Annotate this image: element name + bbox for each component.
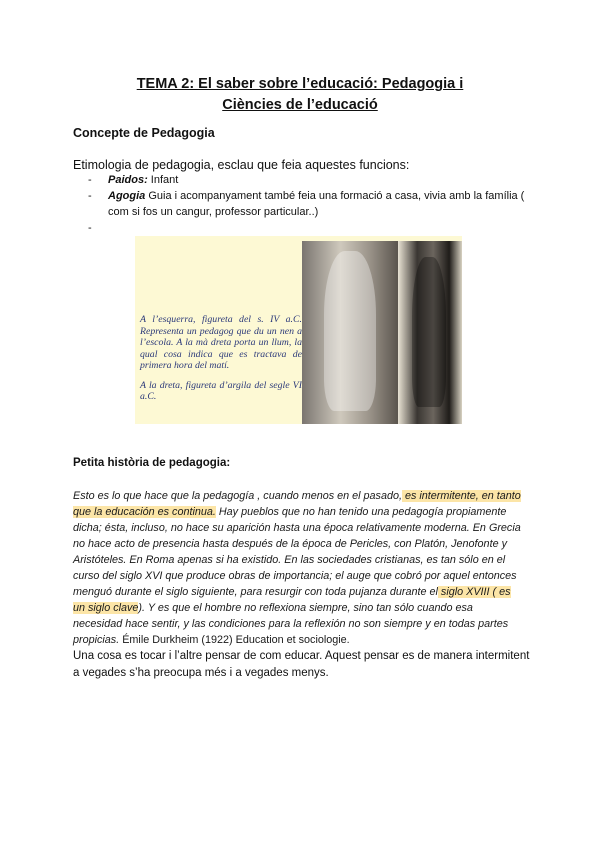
- statuette-photo-right: [398, 241, 462, 424]
- list-text: Infant: [147, 174, 179, 186]
- etymology-list: [88, 172, 538, 220]
- caption-right: A la dreta, figureta d’argila del segle VI a.C.: [140, 379, 302, 402]
- statuette-photo-left: [302, 241, 398, 424]
- durkheim-quote: [73, 488, 523, 648]
- figure-caption: [140, 314, 302, 411]
- quote-highlight-1: es intermitente, en tanto que la educación es continua.: [73, 490, 521, 518]
- title-line-2: Ciències de l’educació: [222, 97, 378, 113]
- list-text: Guia i acompanyament també feia una formació a casa, vivia amb la família ( com si fos un cangur, professor particular..): [108, 190, 525, 218]
- title-line-1: TEMA 2: El saber sobre l’educació: Pedagogia i: [136, 76, 464, 92]
- quote-text-2: Hay pueblos que no han tenido una pedagogía propiamente dicha; ésta, incluso, no hace su aparición hasta una época relativamente moderna. En Grecia no hace acto de presencia hasta después de la época de Pericles, con Platón, Jenofonte y Aristóteles. En Roma apenas si ha existido. En las sociedades cristianas, es tan sólo en el curso del siglo XVI que produce obras de importancia; el auge que cobró por aquel entonces menguó durante el siglo siguiente, para resurgir con toda pujanza durante el: [73, 506, 521, 598]
- list-item: [88, 172, 538, 188]
- section-heading-historia: Petita història de pedagogia:: [73, 457, 231, 469]
- caption-left: A l’esquerra, figureta del s. IV a.C. Representa un pedagog que du un nen a l’escola. A la mà dreta porta un llum, la qual cosa indica que es tractava de primera hora del matí.: [140, 314, 302, 371]
- closing-paragraph: Una cosa es tocar i l’altre pensar de com educar. Aquest pensar es de manera intermitent a vegades s’ha preocupa més i a vegades menys.: [73, 650, 530, 679]
- section-heading-concepte: Concepte de Pedagogia: [73, 126, 215, 140]
- list-term: Agogia: [108, 190, 146, 202]
- list-item: [88, 188, 538, 220]
- quote-source: Émile Durkheim (1922) Education et sociologie.: [119, 634, 350, 646]
- quote-highlight-2: siglo XVIII ( es un siglo clave: [73, 586, 511, 614]
- figure-image: [135, 236, 462, 424]
- list-term: Paidos:: [108, 174, 148, 186]
- document-title: [0, 74, 600, 116]
- intro-text: Etimologia de pedagogia, esclau que feia aquestes funcions:: [73, 158, 410, 172]
- quote-text-1: Esto es lo que hace que la pedagogía , cuando menos en el pasado,: [73, 490, 402, 502]
- quote-text-3: ). Y es que el hombre no reflexiona siempre, sino tan sólo cuando esa necesidad hace sentir, y las condiciones para la reflexión no son siempre y en todas partes propicias.: [73, 602, 509, 646]
